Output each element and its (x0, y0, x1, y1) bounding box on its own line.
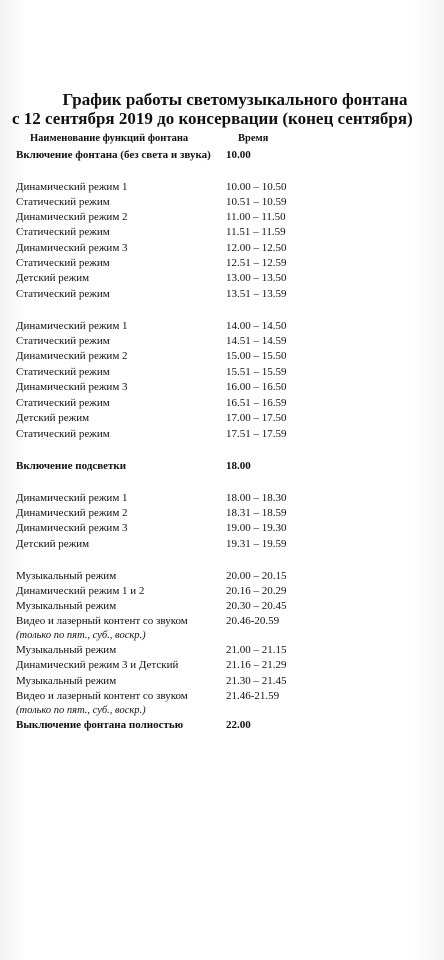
time-value: 13.00 – 13.50 (226, 272, 287, 284)
function-name: Динамический режим 1 (16, 492, 128, 504)
function-name: Статический режим (16, 335, 110, 347)
table-row (16, 271, 436, 286)
function-name: Детский режим (16, 538, 90, 550)
table-row (16, 658, 436, 673)
time-value: 15.00 – 15.50 (226, 350, 287, 362)
document-title: График работы светомузыкального фонтана (62, 90, 408, 109)
function-name: Динамический режим 3 (16, 381, 128, 393)
time-value: 15.51 – 15.59 (226, 366, 287, 378)
function-name: Динамический режим 3 и Детский (16, 659, 179, 671)
time-value: 20.16 – 20.29 (226, 585, 287, 597)
table-row (16, 287, 436, 302)
table-row (16, 689, 436, 716)
time-value: 20.30 – 20.45 (226, 600, 287, 612)
column-header-time: Время (238, 133, 269, 144)
table-row (16, 674, 436, 689)
table-row (16, 256, 436, 271)
time-value: 17.00 – 17.50 (226, 412, 287, 424)
table-row (16, 148, 436, 163)
time-value: 10.00 – 10.50 (226, 181, 287, 193)
column-header-name: Наименование функций фонтана (30, 133, 189, 144)
table-row (16, 599, 436, 614)
function-name: Динамический режим 2 (16, 211, 128, 223)
table-row (16, 195, 436, 210)
table-row (16, 718, 436, 733)
function-name: Статический режим (16, 428, 110, 440)
time-value: 21.46-21.59 (226, 690, 280, 702)
function-name: Динамический режим 2 (16, 350, 128, 362)
time-value: 16.00 – 16.50 (226, 381, 287, 393)
time-value: 17.51 – 17.59 (226, 428, 287, 440)
table-row (16, 537, 436, 552)
function-name: Статический режим (16, 196, 110, 208)
time-value: 22.00 (226, 719, 251, 731)
table-row (16, 521, 436, 536)
row-note: (только по пят., суб., воскр.) (16, 705, 146, 716)
table-row (16, 380, 436, 395)
function-name: Динамический режим 1 и 2 (16, 585, 145, 597)
time-value: 14.00 – 14.50 (226, 320, 287, 332)
function-name: Динамический режим 3 (16, 522, 128, 534)
function-name: Включение подсветки (16, 460, 127, 472)
time-value: 19.31 – 19.59 (226, 538, 287, 550)
function-name: Статический режим (16, 397, 110, 409)
time-value: 19.00 – 19.30 (226, 522, 287, 534)
function-name: Статический режим (16, 288, 110, 300)
table-row (16, 459, 436, 474)
table-row (16, 210, 436, 225)
function-name: Музыкальный режим (16, 570, 117, 582)
table-row (16, 365, 436, 380)
time-value: 10.51 – 10.59 (226, 196, 287, 208)
time-value: 20.46-20.59 (226, 615, 280, 627)
time-value: 21.16 – 21.29 (226, 659, 287, 671)
time-value: 18.00 – 18.30 (226, 492, 287, 504)
time-value: 13.51 – 13.59 (226, 288, 287, 300)
time-value: 18.31 – 18.59 (226, 507, 287, 519)
function-name: Статический режим (16, 257, 110, 269)
document-subtitle: с 12 сентября 2019 до консервации (конец сентября) (12, 109, 413, 128)
function-name: Музыкальный режим (16, 644, 117, 656)
table-row (16, 584, 436, 599)
time-value: 20.00 – 20.15 (226, 570, 287, 582)
time-value: 12.00 – 12.50 (226, 242, 287, 254)
function-name: Видео и лазерный контент со звуком (16, 690, 188, 702)
function-name: Видео и лазерный контент со звуком (16, 615, 188, 627)
function-name: Музыкальный режим (16, 600, 117, 612)
table-row (16, 411, 436, 426)
function-name: Динамический режим 2 (16, 507, 128, 519)
time-value: 21.30 – 21.45 (226, 675, 287, 687)
table-row (16, 241, 436, 256)
table-row (16, 506, 436, 521)
function-name: Динамический режим 1 (16, 181, 128, 193)
table-row (16, 427, 436, 442)
table-row (16, 643, 436, 658)
time-value: 10.00 (226, 149, 251, 161)
time-value: 14.51 – 14.59 (226, 335, 287, 347)
function-name: Включение фонтана (без света и звука) (16, 149, 211, 161)
table-row (16, 225, 436, 240)
function-name: Детский режим (16, 412, 90, 424)
table-row (16, 491, 436, 506)
time-value: 12.51 – 12.59 (226, 257, 287, 269)
time-value: 11.00 – 11.50 (226, 211, 286, 223)
table-row (16, 334, 436, 349)
row-note: (только по пят., суб., воскр.) (16, 630, 146, 641)
time-value: 11.51 – 11.59 (226, 226, 286, 238)
table-row (16, 180, 436, 195)
table-row (16, 396, 436, 411)
table-row (16, 569, 436, 584)
function-name: Детский режим (16, 272, 90, 284)
function-name: Динамический режим 1 (16, 320, 128, 332)
time-value: 18.00 (226, 460, 251, 472)
function-name: Выключение фонтана полностью (16, 719, 184, 731)
time-value: 16.51 – 16.59 (226, 397, 287, 409)
function-name: Статический режим (16, 366, 110, 378)
function-name: Музыкальный режим (16, 675, 117, 687)
table-row (16, 349, 436, 364)
time-value: 21.00 – 21.15 (226, 644, 287, 656)
table-row (16, 614, 436, 641)
function-name: Динамический режим 3 (16, 242, 128, 254)
function-name: Статический режим (16, 226, 110, 238)
table-row (16, 319, 436, 334)
